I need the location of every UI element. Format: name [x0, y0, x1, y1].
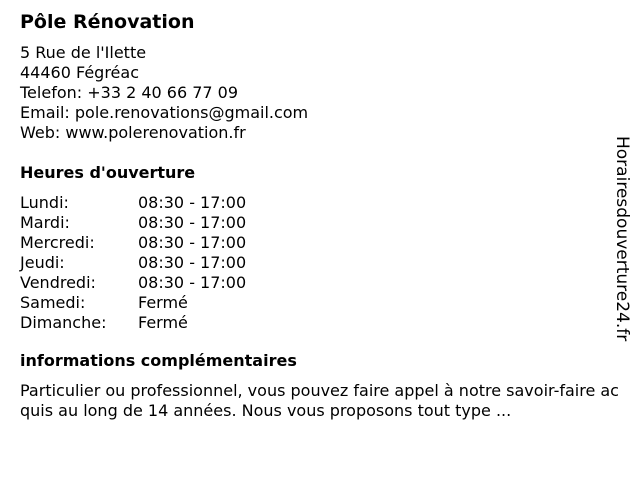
- day-hours: Fermé: [138, 313, 188, 332]
- hours-heading: Heures d'ouverture: [20, 163, 196, 182]
- info-heading: informations complémentaires: [20, 351, 297, 370]
- site-watermark: Horairesdouverture24.fr: [612, 136, 632, 342]
- hours-row-monday: [20, 193, 610, 213]
- info-description: Particulier ou professionnel, vous pouvez faire appel à notre savoir-faire acquis au long de 14 années. Nous vous proposons tout type ...: [20, 381, 619, 420]
- hours-row-saturday: [20, 293, 610, 313]
- hours-row-friday: [20, 273, 610, 293]
- hours-row-tuesday: [20, 213, 610, 233]
- day-label: Jeudi:: [20, 253, 65, 272]
- day-hours: 08:30 - 17:00: [138, 273, 247, 292]
- web-line[interactable]: Web: www.polerenovation.fr: [20, 123, 246, 142]
- day-hours: 08:30 - 17:00: [138, 193, 247, 212]
- email-line[interactable]: Email: pole.renovations@gmail.com: [20, 103, 309, 122]
- hours-row-sunday: [20, 313, 610, 333]
- phone-line[interactable]: Telefon: +33 2 40 66 77 09: [20, 83, 239, 102]
- day-hours: 08:30 - 17:00: [138, 233, 247, 252]
- address-city: 44460 Fégréac: [20, 63, 139, 82]
- address-street: 5 Rue de l'Ilette: [20, 43, 147, 62]
- day-hours: 08:30 - 17:00: [138, 253, 247, 272]
- day-label: Mardi:: [20, 213, 70, 232]
- hours-row-wednesday: [20, 233, 610, 253]
- business-card: [20, 9, 619, 421]
- day-label: Vendredi:: [20, 273, 96, 292]
- day-label: Mercredi:: [20, 233, 95, 252]
- day-hours: 08:30 - 17:00: [138, 213, 247, 232]
- day-label: Dimanche:: [20, 313, 107, 332]
- hours-table: [20, 193, 610, 333]
- day-label: Samedi:: [20, 293, 86, 312]
- hours-row-thursday: [20, 253, 610, 273]
- business-name: Pôle Rénovation: [20, 11, 195, 33]
- day-hours: Fermé: [138, 293, 188, 312]
- contact-block: [20, 43, 610, 143]
- day-label: Lundi:: [20, 193, 69, 212]
